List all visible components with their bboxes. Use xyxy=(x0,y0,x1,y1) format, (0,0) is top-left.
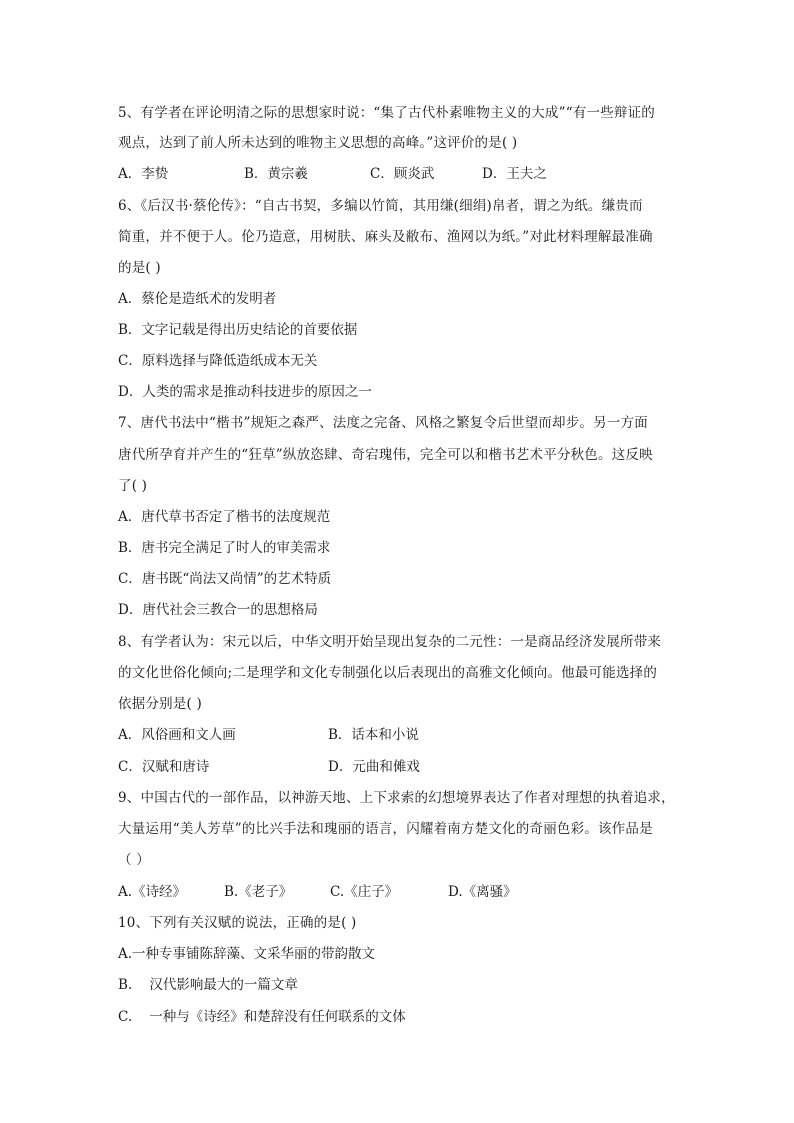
question-9-stem-line-1: 9、中国古代的一部作品，以神游天地、上下求索的幻想境界表达了作者对理想的执着追求， xyxy=(118,790,675,806)
question-5-stem-line-1: 5、有学者在评论明清之际的思想家时说：“集了古代朴素唯物主义的大成”“有一些辩证的 xyxy=(118,105,655,121)
question-9-option-d: D.《离骚》 xyxy=(448,884,517,900)
question-7-option-c: C．唐书既“尚法又尚情”的艺术特质 xyxy=(118,571,332,587)
question-7-stem-line-2: 唐代所孕育并产生的“狂草”纵放恣肆、奇宕瑰伟，完全可以和楷书艺术平分秋色。这反映 xyxy=(118,447,653,463)
question-7-option-a: A．唐代草书否定了楷书的法度规范 xyxy=(118,509,331,525)
question-7-option-b: B．唐书完全满足了时人的审美需求 xyxy=(118,540,331,556)
question-5-option-a: A．李贽 xyxy=(118,166,169,182)
question-9-option-a: A.《诗经》 xyxy=(118,884,187,900)
question-9-stem-line-3: （ ） xyxy=(118,852,150,868)
question-8-stem-line-3: 依据分别是( ) xyxy=(118,696,202,712)
question-5-stem-line-2: 观点，达到了前人所未达到的唯物主义思想的高峰。”这评价的是( ) xyxy=(118,135,518,151)
question-5-option-b: B．黄宗羲 xyxy=(244,166,308,182)
question-9-stem-line-2: 大量运用“美人芳草”的比兴手法和瑰丽的语言，闪耀着南方楚文化的奇丽色彩。该作品是 xyxy=(118,821,653,837)
question-6-stem-line-3: 的是( ) xyxy=(118,260,161,276)
question-6-option-d: D．人类的需求是推动科技进步的原因之一 xyxy=(118,384,372,400)
question-6-stem-line-2: 简重，并不便于人。伦乃造意，用树肤、麻头及敝布、渔网以为纸。”对此材料理解最准确 xyxy=(118,229,653,245)
question-8-option-b: B．话本和小说 xyxy=(328,727,419,743)
question-10-stem-line-1: 10、下列有关汉赋的说法，正确的是( ) xyxy=(118,915,357,931)
question-9-option-c: C.《庄子》 xyxy=(330,884,399,900)
question-6-option-a: A．蔡伦是造纸术的发明者 xyxy=(118,291,277,307)
question-8-option-a: A．风俗画和文人画 xyxy=(118,727,236,743)
question-5-option-d: D．王夫之 xyxy=(482,166,547,182)
question-6-option-c: C．原料选择与降低造纸成本无关 xyxy=(118,353,318,369)
question-8-option-c: C．汉赋和唐诗 xyxy=(118,759,210,775)
question-8-option-d: D．元曲和傩戏 xyxy=(328,759,420,775)
question-7-option-d: D．唐代社会三教合一的思想格局 xyxy=(118,602,318,618)
question-8-stem-line-2: 的文化世俗化倾向;二是理学和文化专制强化以后表现出的高雅文化倾向。他最可能选择的 xyxy=(118,665,658,681)
question-9-option-b: B.《老子》 xyxy=(224,884,293,900)
question-10-option-c: C. 一种与《诗经》和楚辞没有任何联系的文体 xyxy=(118,1009,406,1025)
question-5-option-c: C．顾炎武 xyxy=(370,166,435,182)
question-7-stem-line-1: 7、唐代书法中“楷书”规矩之森严、法度之完备、风格之繁复令后世望而却步。另一方面 xyxy=(118,415,648,431)
question-6-option-b: B．文字记载是得出历史结论的首要依据 xyxy=(118,322,358,338)
question-6-stem-line-1: 6、《后汉书·蔡伦传》：“自古书契，多编以竹简，其用缣(细绢)帛者，谓之为纸。缣贵而 xyxy=(118,198,643,214)
question-8-stem-line-1: 8、有学者认为：宋元以后，中华文明开始呈现出复杂的二元性：一是商品经济发展所带来 xyxy=(118,634,662,650)
question-7-stem-line-3: 了( ) xyxy=(118,478,148,494)
question-10-option-a: A.一种专事铺陈辞藻、文采华丽的带韵散文 xyxy=(118,946,376,962)
question-10-option-b: B. 汉代影响最大的一篇文章 xyxy=(118,977,298,993)
